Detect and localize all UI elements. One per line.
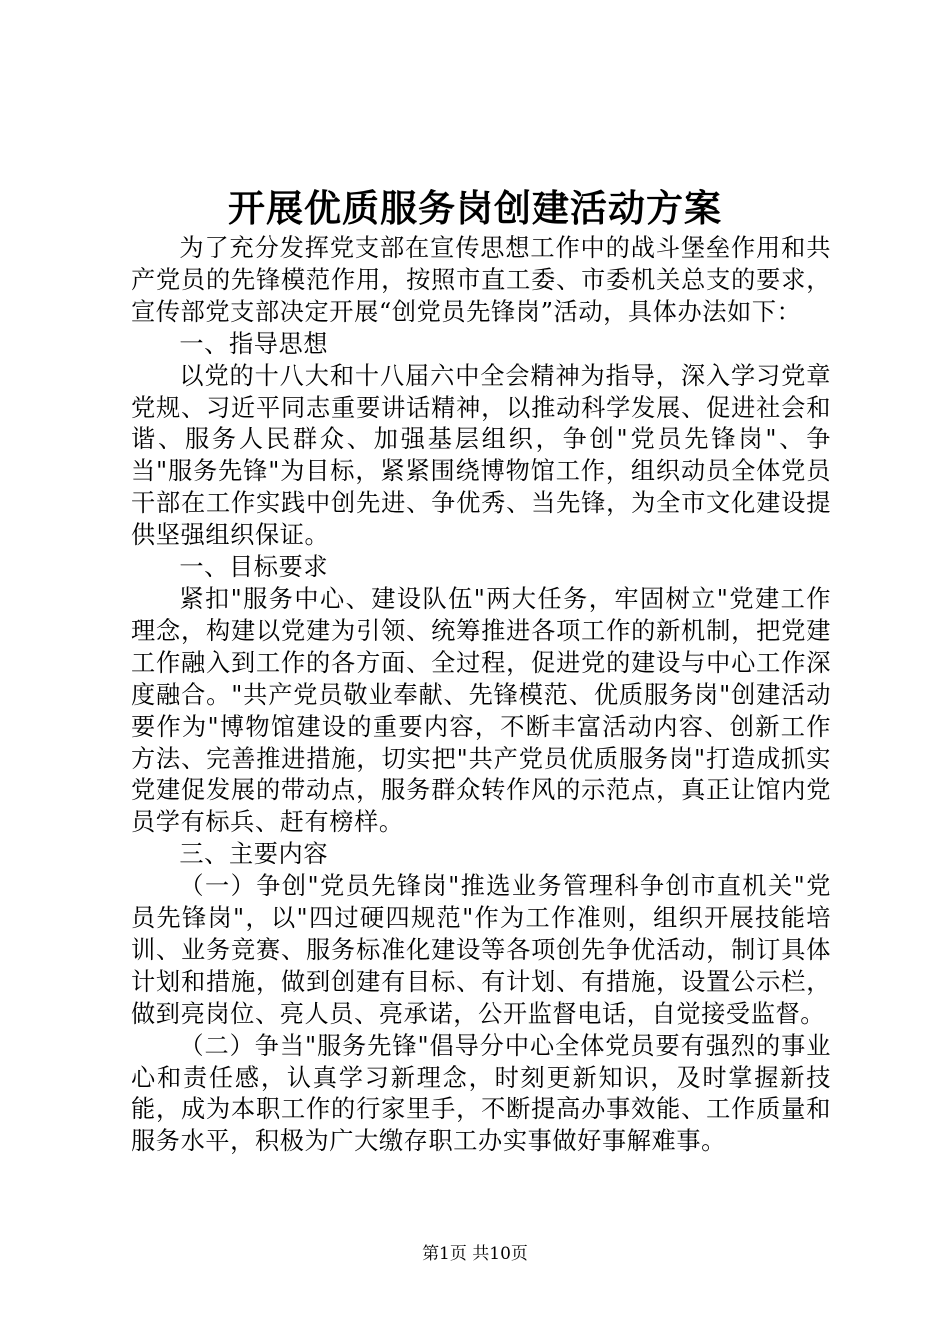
document-body [131, 233, 831, 1158]
section-heading-goals: 一、目标要求 [179, 553, 329, 582]
goals-paragraph: 紧扣"服务中心、建设队伍"两大任务，牢固树立"党建工作理念，构建以党建为引领、统筹推进各项工作的新机制，把党建工作融入到工作的各方面、全过程，促进党的建设与中心工作深度融合。"共产党员敬业奉献、先锋模范、优质服务岗"创建活动要作为"博物馆建设的重要内容，不断丰富活动内容、创新工作方法、完善推进措施，切实把"共产党员优质服务岗"打造成抓实党建促发展的带动点，服务群众转作风的示范点，真正让馆内党员学有标兵、赶有榜样。 [131, 584, 831, 837]
main-content-item-1: （一）争创"党员先锋岗"推选业务管理科争创市直机关"党员先锋岗"，以"四过硬四规范"作为工作准则，组织开展技能培训、业务竞赛、服务标准化建设等各项创先争优活动，制订具体计划和措施，做到创建有目标、有计划、有措施，设置公示栏，做到亮岗位、亮人员、亮承诺，公开监督电话，自觉接受监督。 [131, 872, 831, 1028]
guiding-ideology-paragraph: 以党的十八大和十八届六中全会精神为指导，深入学习党章党规、习近平同志重要讲话精神，以推动科学发展、促进社会和谐、服务人民群众、加强基层组织，争创"党员先锋岗"、争当"服务先锋"为目标，紧紧围绕博物馆工作，组织动员全体党员干部在工作实践中创先进、争优秀、当先锋，为全市文化建设提供坚强组织保证。 [131, 361, 831, 550]
section-heading-guiding-ideology: 一、指导思想 [179, 329, 329, 358]
main-content-item-2: （二）争当"服务先锋"倡导分中心全体党员要有强烈的事业心和责任感，认真学习新理念，时刻更新知识，及时掌握新技能，成为本职工作的行家里手，不断提高办事效能、工作质量和服务水平，积极为广大缴存职工办实事做好事解难事。 [131, 1031, 831, 1156]
section-heading-main-content: 三、主要内容 [179, 840, 329, 869]
intro-paragraph: 为了充分发挥党支部在宣传思想工作中的战斗堡垒作用和共产党员的先锋模范作用，按照市直工委、市委机关总支的要求，宣传部党支部决定开展“创党员先锋岗”活动，具体办法如下： [131, 234, 831, 326]
page-number-footer: 第1页 共10页 [422, 1244, 528, 1264]
document-title: 开展优质服务岗创建活动方案 [228, 186, 722, 230]
